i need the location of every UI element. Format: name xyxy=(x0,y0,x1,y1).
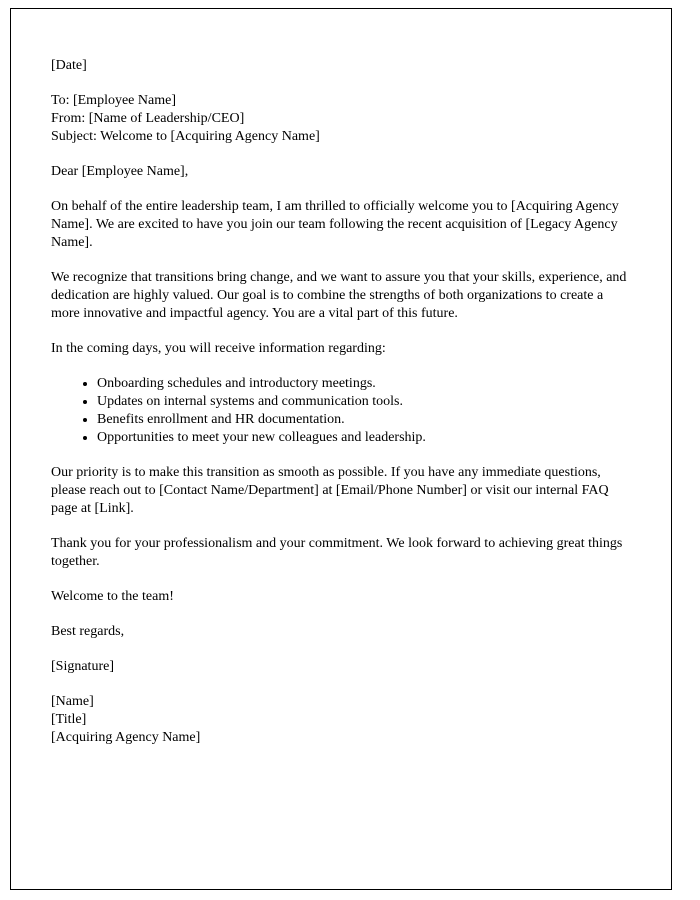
letter-body xyxy=(51,57,631,747)
signer-agency: [Acquiring Agency Name] xyxy=(51,730,201,745)
information-bullet-list xyxy=(51,375,631,447)
letter-header-block xyxy=(51,92,631,146)
signer-name: [Name] xyxy=(51,694,94,709)
signature-placeholder: [Signature] xyxy=(51,659,114,674)
from-line: From: [Name of Leadership/CEO] xyxy=(51,111,245,126)
paragraph-thanks: Thank you for your professionalism and your commitment. We look forward to achieving great things together. xyxy=(51,536,623,569)
closing-regards: Best regards, xyxy=(51,624,125,639)
list-item: • Opportunities to meet your new colleagues and leadership. xyxy=(97,429,631,447)
paragraph-contact: Our priority is to make this transition as smooth as possible. If you have any immediate questions, please reach out to [Contact Name/Department] at [Email/Phone Number] or visit our internal FAQ page at [Link]. xyxy=(51,465,609,516)
list-item: • Benefits enrollment and HR documentation. xyxy=(97,411,631,429)
list-item: • Onboarding schedules and introductory meetings. xyxy=(97,375,631,393)
welcome-line: Welcome to the team! xyxy=(51,589,174,604)
date-line: [Date] xyxy=(51,58,87,73)
signature-block xyxy=(51,693,631,747)
list-intro: In the coming days, you will receive information regarding: xyxy=(51,341,386,356)
subject-line: Subject: Welcome to [Acquiring Agency Name] xyxy=(51,129,320,144)
signer-title: [Title] xyxy=(51,712,87,727)
paragraph-welcome: On behalf of the entire leadership team, I am thrilled to officially welcome you to [Acquiring Agency Name]. We are excited to have you join our team following the recent acquisition of [Legacy Agency Name]. xyxy=(51,199,619,250)
to-line: To: [Employee Name] xyxy=(51,93,176,108)
list-item: • Updates on internal systems and communication tools. xyxy=(97,393,631,411)
letter-border-frame xyxy=(10,8,672,890)
salutation: Dear [Employee Name], xyxy=(51,164,189,179)
paragraph-transition: We recognize that transitions bring change, and we want to assure you that your skills, experience, and dedication are highly valued. Our goal is to combine the strengths of both organizations to create a more innovative and impactful agency. You are a vital part of this future. xyxy=(51,270,627,321)
